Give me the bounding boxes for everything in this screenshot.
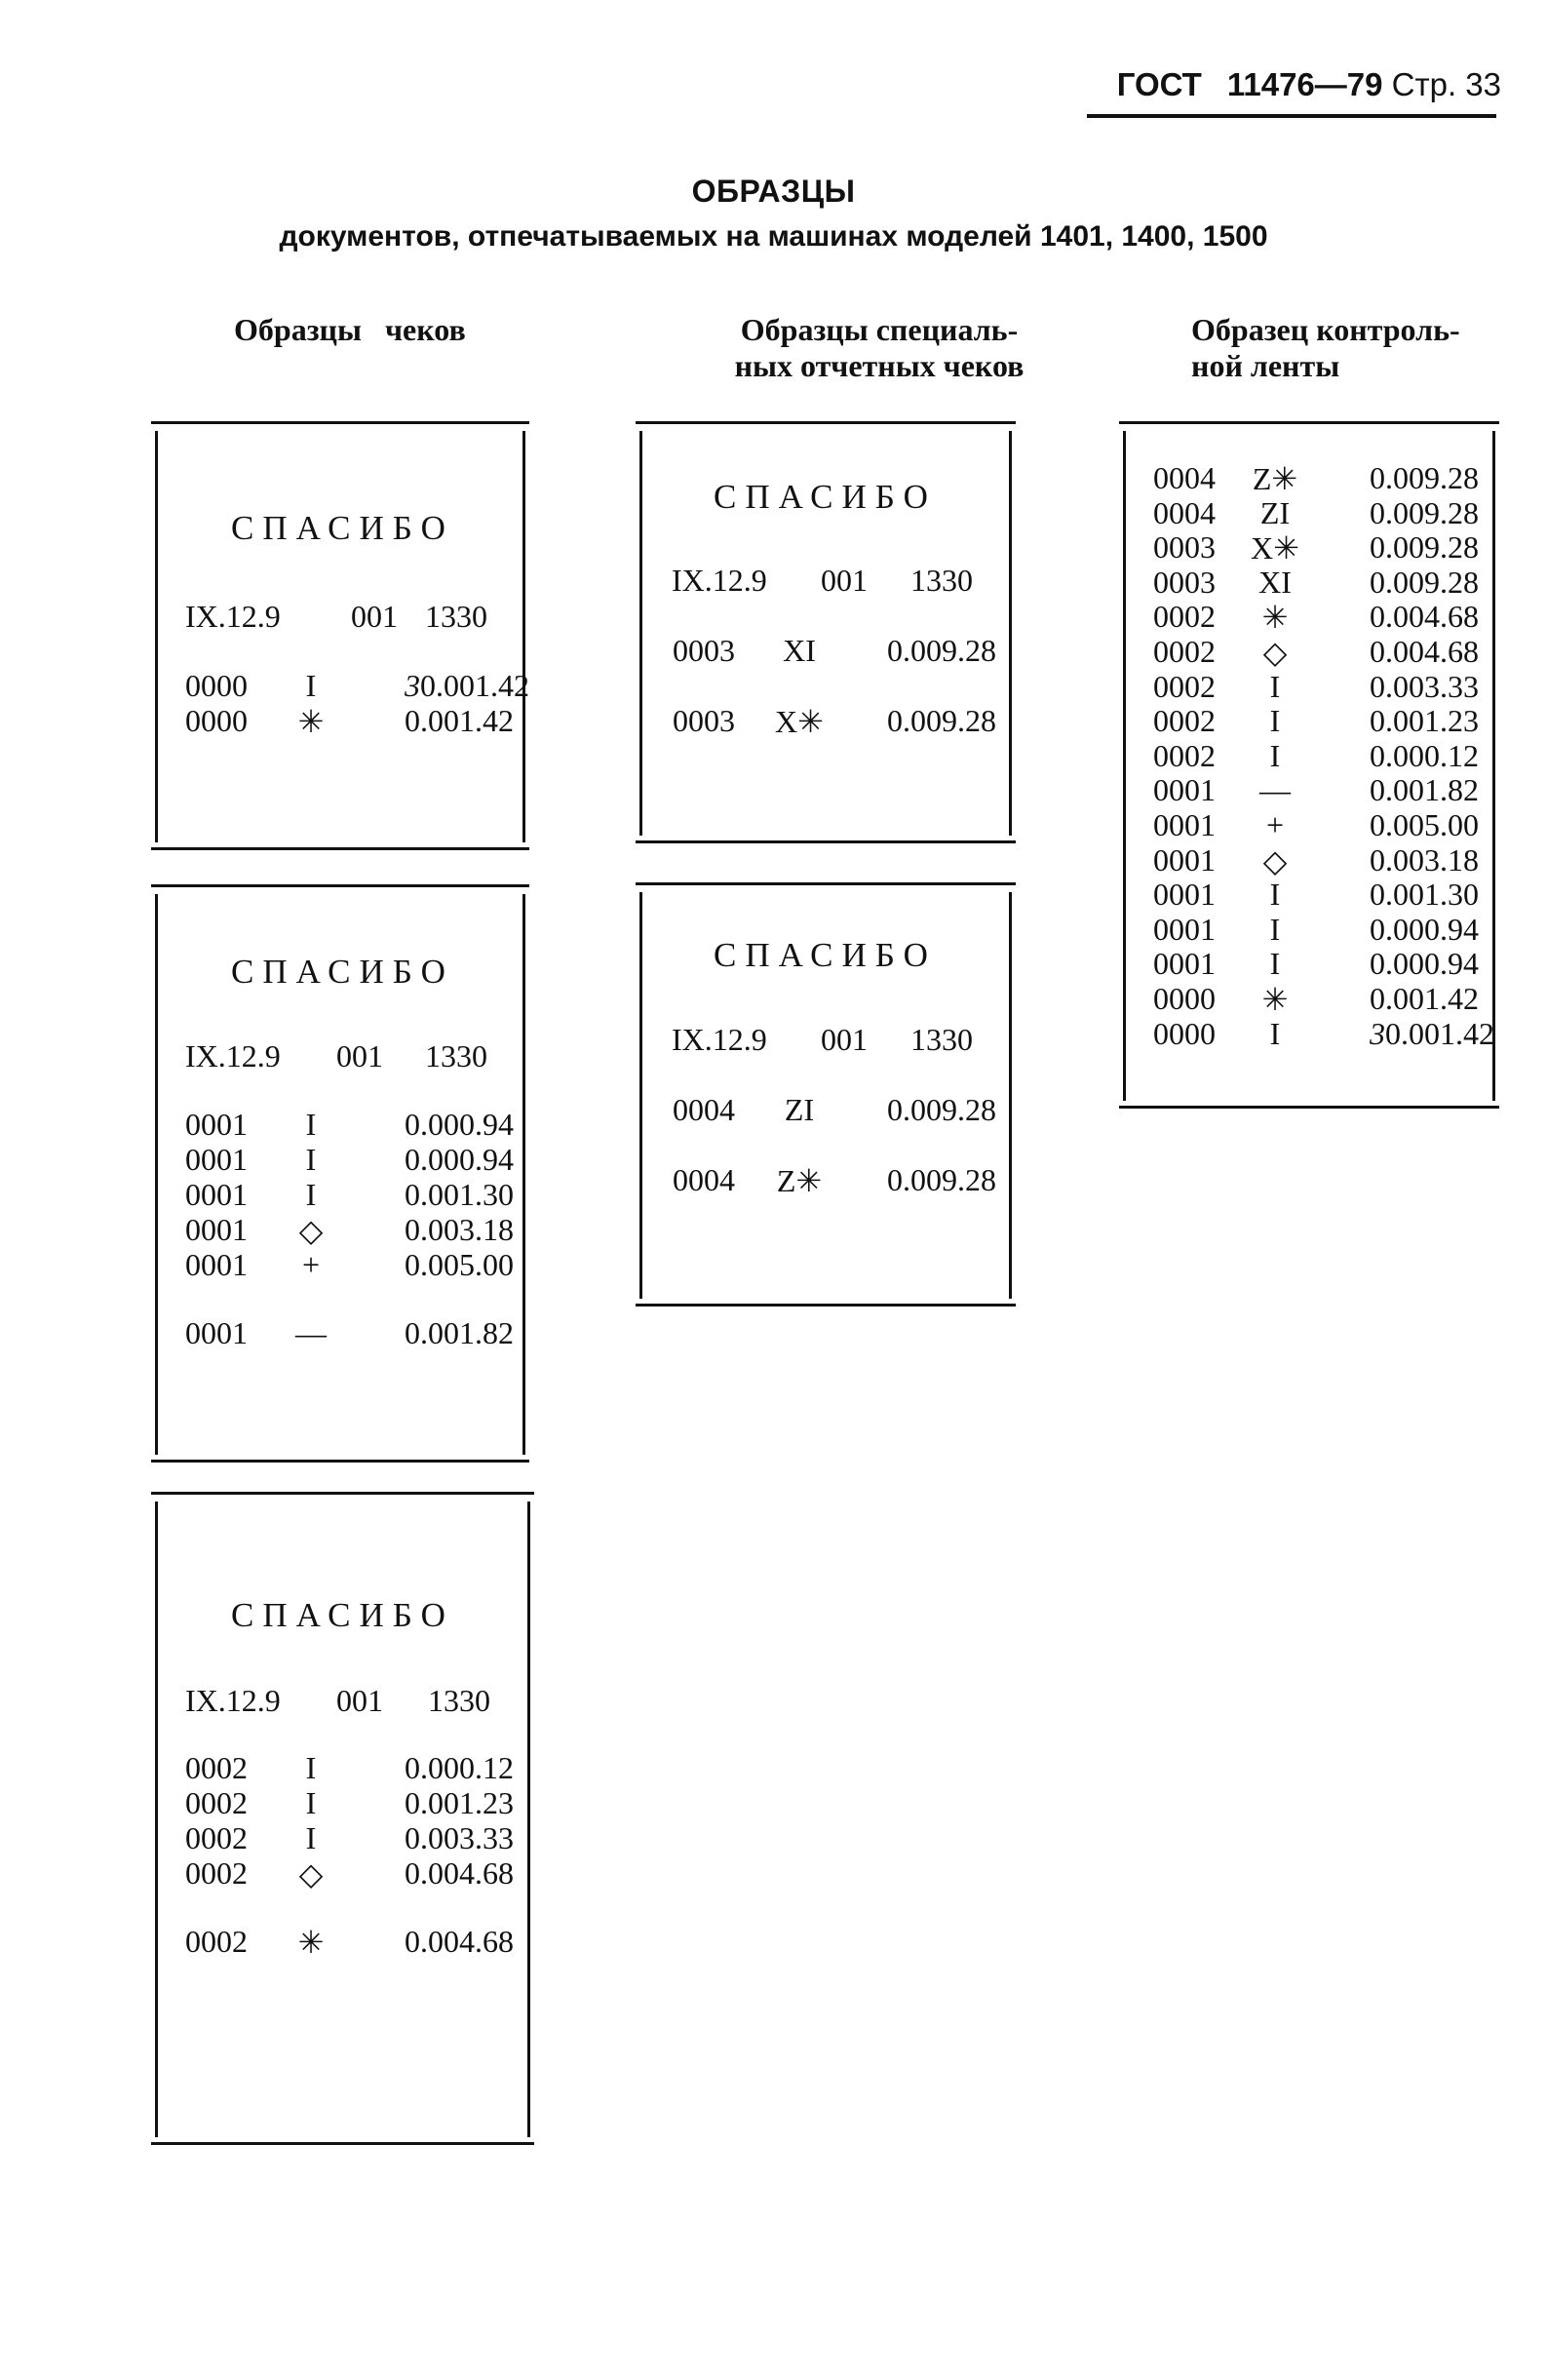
row-mark: I bbox=[1269, 668, 1281, 704]
column-header-line: Образцы специаль- bbox=[740, 312, 1019, 347]
column-header-special bbox=[723, 312, 1035, 384]
row-code: 0003 bbox=[673, 633, 735, 668]
receipt-thanks: СПАСИБО bbox=[231, 509, 454, 547]
row-amount-cell bbox=[405, 1212, 514, 1248]
receipt-time: 1330 bbox=[910, 563, 973, 598]
receipt-register: 001 bbox=[821, 563, 868, 598]
row-code: 0001 bbox=[185, 1247, 248, 1282]
receipt-date: IX.12.9 bbox=[185, 1038, 281, 1073]
row-code: 0000 bbox=[185, 668, 248, 703]
row-amount-cell bbox=[1370, 669, 1479, 705]
row-amount-cell bbox=[405, 703, 514, 739]
row-mark: — bbox=[295, 1315, 327, 1350]
row-code: 0001 bbox=[185, 1142, 248, 1177]
row-amount-cell bbox=[1370, 495, 1479, 531]
header-rule bbox=[1087, 114, 1496, 118]
row-amount-cell bbox=[405, 1177, 514, 1213]
row-amount-cell bbox=[1370, 599, 1479, 635]
row-code: 0001 bbox=[185, 1177, 248, 1212]
receipt-thanks: СПАСИБО bbox=[231, 953, 454, 991]
row-code: 0002 bbox=[1153, 599, 1216, 635]
row-amount-cell bbox=[405, 1315, 514, 1351]
box-border bbox=[1009, 892, 1012, 1299]
row-code: 0001 bbox=[1153, 911, 1216, 947]
row-amount-cell bbox=[405, 1247, 514, 1283]
row-code: 0000 bbox=[185, 703, 248, 738]
row-mark: ✳ bbox=[1261, 982, 1289, 1017]
row-code: 0001 bbox=[185, 1315, 248, 1350]
row-amount: 0.004.68 bbox=[1370, 634, 1479, 669]
box-border bbox=[151, 884, 529, 887]
row-mark: I bbox=[1269, 946, 1281, 982]
row-code: 0002 bbox=[185, 1785, 248, 1820]
row-code: 0002 bbox=[1153, 737, 1216, 773]
row-mark: I bbox=[305, 668, 317, 703]
header-number: 11476—79 bbox=[1226, 66, 1383, 102]
column-header-line: Образцы чеков bbox=[234, 312, 466, 347]
receipt-date: IX.12.9 bbox=[672, 563, 767, 598]
row-amount: 0.001.42 bbox=[420, 668, 529, 703]
row-code: 0001 bbox=[1153, 841, 1216, 878]
row-code: 0003 bbox=[1153, 564, 1216, 600]
row-amount-cell bbox=[1370, 460, 1479, 496]
receipt-register: 001 bbox=[336, 1683, 383, 1718]
row-amount-cell bbox=[1370, 842, 1479, 878]
column-header-checks bbox=[234, 312, 466, 348]
row-mark: ZI bbox=[1259, 494, 1291, 530]
row-amount: 0.009.28 bbox=[887, 633, 996, 668]
row-amount-cell bbox=[405, 1107, 514, 1143]
row-amount: 0.004.68 bbox=[405, 1924, 514, 1959]
row-amount-cell bbox=[1370, 772, 1479, 808]
receipt-time: 1330 bbox=[428, 1683, 490, 1718]
row-prefix: 3 bbox=[1370, 1015, 1385, 1051]
row-amount: 0.003.18 bbox=[1370, 841, 1479, 878]
row-mark: XI bbox=[1258, 564, 1292, 600]
row-amount-cell bbox=[1370, 946, 1479, 982]
row-amount-cell bbox=[1370, 738, 1479, 774]
row-amount: 0.000.12 bbox=[405, 1750, 514, 1785]
row-code: 0000 bbox=[1153, 1015, 1216, 1051]
box-border bbox=[1119, 421, 1499, 424]
row-mark: I bbox=[1269, 911, 1281, 947]
row-amount-cell bbox=[1370, 703, 1479, 739]
row-mark: ◇ bbox=[298, 1213, 324, 1248]
row-amount: 0.001.30 bbox=[405, 1177, 514, 1212]
column-header-control bbox=[1191, 312, 1460, 384]
row-code: 0001 bbox=[1153, 772, 1216, 808]
row-amount-cell bbox=[405, 1924, 514, 1960]
row-code: 0002 bbox=[185, 1820, 248, 1855]
receipt-box bbox=[636, 882, 1016, 1307]
receipt-time: 1330 bbox=[425, 599, 487, 634]
row-amount: 0.000.94 bbox=[405, 1107, 514, 1142]
row-amount: 0.009.28 bbox=[1370, 494, 1479, 530]
row-code: 0003 bbox=[1153, 529, 1216, 566]
box-border bbox=[155, 894, 158, 1455]
column-header-line: Образец контроль- bbox=[1191, 312, 1460, 347]
header-page: Стр. 33 bbox=[1391, 66, 1501, 102]
row-amount: 0.009.28 bbox=[1370, 529, 1479, 566]
column-header-line: ной ленты bbox=[1191, 348, 1340, 383]
row-mark: I bbox=[305, 1177, 317, 1212]
row-mark: XI bbox=[783, 633, 816, 668]
row-amount-cell bbox=[405, 1785, 514, 1821]
row-code: 0001 bbox=[185, 1212, 248, 1247]
receipt-time: 1330 bbox=[425, 1038, 487, 1073]
row-amount: 0.003.18 bbox=[405, 1212, 514, 1247]
row-mark: ✳ bbox=[297, 1925, 325, 1960]
row-code: 0002 bbox=[1153, 703, 1216, 739]
box-border bbox=[155, 1502, 158, 2137]
page-header bbox=[1072, 66, 1501, 103]
row-mark: + bbox=[1265, 807, 1285, 842]
receipt-register: 001 bbox=[821, 1022, 868, 1057]
box-border bbox=[1492, 431, 1495, 1101]
row-amount: 0.003.33 bbox=[1370, 668, 1479, 704]
row-amount-cell bbox=[887, 703, 996, 739]
row-code: 0004 bbox=[1153, 460, 1216, 495]
receipt-thanks: СПАСИБО bbox=[714, 936, 937, 974]
row-amount: 0.001.42 bbox=[1370, 981, 1479, 1016]
column-header-line: ных отчетных чеков bbox=[734, 348, 1025, 383]
row-code: 0004 bbox=[673, 1092, 735, 1127]
box-border bbox=[1119, 1106, 1499, 1109]
receipt-register: 001 bbox=[351, 599, 398, 634]
row-amount-cell bbox=[1370, 981, 1479, 1017]
row-mark: I bbox=[1269, 703, 1281, 739]
row-mark: Z✳ bbox=[1252, 461, 1298, 496]
row-amount: 0.004.68 bbox=[1370, 599, 1479, 635]
receipt-thanks: СПАСИБО bbox=[714, 478, 937, 516]
receipt-box bbox=[151, 421, 529, 850]
box-border bbox=[639, 431, 642, 836]
row-mark: I bbox=[305, 1142, 317, 1177]
row-code: 0002 bbox=[185, 1855, 248, 1891]
row-code: 0001 bbox=[1153, 877, 1216, 913]
box-border bbox=[1009, 431, 1012, 836]
row-amount: 0.000.94 bbox=[1370, 911, 1479, 947]
receipt-box bbox=[636, 421, 1016, 843]
row-amount: 0.001.42 bbox=[405, 703, 514, 738]
row-amount: 0.005.00 bbox=[405, 1247, 514, 1282]
row-mark: ◇ bbox=[1262, 635, 1288, 670]
row-amount-cell bbox=[1370, 807, 1479, 843]
row-mark: ✳ bbox=[297, 704, 325, 739]
row-prefix: 3 bbox=[405, 668, 420, 703]
row-amount-cell bbox=[887, 1162, 996, 1198]
receipt-dateline bbox=[636, 1022, 1016, 1061]
row-code: 0004 bbox=[1153, 494, 1216, 530]
row-code: 0001 bbox=[1153, 946, 1216, 982]
receipt-dateline bbox=[151, 1038, 529, 1077]
row-amount: 0.009.28 bbox=[887, 703, 996, 738]
row-mark: Z✳ bbox=[776, 1163, 823, 1198]
box-border bbox=[639, 892, 642, 1299]
row-amount-cell bbox=[405, 1142, 514, 1178]
row-mark: I bbox=[305, 1107, 317, 1142]
receipt-box bbox=[151, 1492, 534, 2145]
row-code: 0003 bbox=[673, 703, 735, 738]
row-mark: I bbox=[305, 1750, 317, 1785]
row-mark: I bbox=[305, 1820, 317, 1855]
box-border bbox=[151, 1460, 529, 1463]
page-title: ОБРАЗЦЫ bbox=[691, 174, 856, 209]
receipt-date: IX.12.9 bbox=[185, 1683, 281, 1718]
box-border bbox=[636, 1304, 1016, 1307]
row-amount: 0.001.82 bbox=[405, 1315, 514, 1350]
row-code: 0002 bbox=[1153, 668, 1216, 704]
row-code: 0001 bbox=[1153, 807, 1216, 842]
row-amount: 0.003.33 bbox=[405, 1820, 514, 1855]
page-subtitle: документов, отпечатываемых на машинах моделей 1401, 1400, 1500 bbox=[279, 220, 1268, 253]
row-code: 0002 bbox=[1153, 634, 1216, 669]
receipt-time: 1330 bbox=[910, 1022, 973, 1057]
row-mark: — bbox=[1259, 772, 1291, 808]
row-amount: 0.000.94 bbox=[1370, 946, 1479, 982]
row-amount-cell bbox=[1370, 1016, 1494, 1052]
row-code: 0002 bbox=[185, 1750, 248, 1785]
box-border bbox=[1123, 431, 1126, 1101]
row-mark: ◇ bbox=[1262, 842, 1288, 878]
box-border bbox=[636, 882, 1016, 885]
row-amount-cell bbox=[1370, 529, 1479, 566]
row-amount-cell bbox=[405, 1855, 514, 1892]
row-amount-cell bbox=[405, 668, 529, 704]
receipt-dateline bbox=[151, 599, 529, 638]
row-amount: 0.009.28 bbox=[887, 1092, 996, 1127]
receipt-box bbox=[151, 884, 529, 1463]
row-code: 0001 bbox=[185, 1107, 248, 1142]
row-amount-cell bbox=[1370, 565, 1479, 601]
control-tape-box bbox=[1119, 421, 1499, 1109]
row-mark: ZI bbox=[784, 1092, 815, 1127]
row-mark: ◇ bbox=[298, 1856, 324, 1892]
row-mark: I bbox=[1269, 1015, 1281, 1051]
row-code: 0002 bbox=[185, 1924, 248, 1959]
row-amount: 0.000.94 bbox=[405, 1142, 514, 1177]
row-amount: 0.000.12 bbox=[1370, 737, 1479, 773]
receipt-date: IX.12.9 bbox=[672, 1022, 767, 1057]
row-mark: I bbox=[1269, 877, 1281, 913]
row-mark: ✳ bbox=[1261, 600, 1289, 636]
receipt-dateline bbox=[636, 563, 1016, 602]
box-border bbox=[527, 1502, 530, 2137]
row-amount: 0.009.28 bbox=[887, 1162, 996, 1197]
row-amount-cell bbox=[1370, 877, 1479, 913]
row-amount-cell bbox=[405, 1750, 514, 1786]
box-border bbox=[151, 421, 529, 424]
box-border bbox=[636, 421, 1016, 424]
row-amount: 0.005.00 bbox=[1370, 807, 1479, 842]
row-amount: 0.001.30 bbox=[1370, 877, 1479, 913]
row-amount: 0.001.23 bbox=[1370, 703, 1479, 739]
row-amount-cell bbox=[887, 1092, 996, 1128]
box-border bbox=[522, 894, 525, 1455]
row-amount: 0.001.82 bbox=[1370, 772, 1479, 808]
receipt-dateline bbox=[151, 1683, 534, 1722]
row-amount: 0.001.23 bbox=[405, 1785, 514, 1820]
box-border bbox=[151, 2142, 534, 2145]
row-code: 0000 bbox=[1153, 981, 1216, 1016]
row-amount: 0.009.28 bbox=[1370, 564, 1479, 600]
row-mark: + bbox=[301, 1247, 321, 1282]
box-border bbox=[151, 847, 529, 850]
row-mark: I bbox=[305, 1785, 317, 1820]
row-code: 0004 bbox=[673, 1162, 735, 1197]
receipt-register: 001 bbox=[336, 1038, 383, 1073]
row-amount: 0.009.28 bbox=[1370, 460, 1479, 495]
row-mark: X✳ bbox=[1251, 530, 1299, 566]
row-amount-cell bbox=[887, 633, 996, 669]
receipt-date: IX.12.9 bbox=[185, 599, 281, 634]
row-amount-cell bbox=[1370, 634, 1479, 670]
row-mark: X✳ bbox=[775, 704, 824, 739]
receipt-thanks: СПАСИБО bbox=[231, 1596, 454, 1634]
row-mark: I bbox=[1269, 737, 1281, 773]
row-amount: 0.004.68 bbox=[405, 1855, 514, 1891]
row-amount: 0.001.42 bbox=[1385, 1015, 1494, 1051]
row-amount-cell bbox=[1370, 912, 1479, 948]
header-doc: ГОСТ bbox=[1116, 66, 1202, 102]
box-border bbox=[151, 1492, 534, 1495]
box-border bbox=[636, 840, 1016, 843]
row-amount-cell bbox=[405, 1820, 514, 1856]
